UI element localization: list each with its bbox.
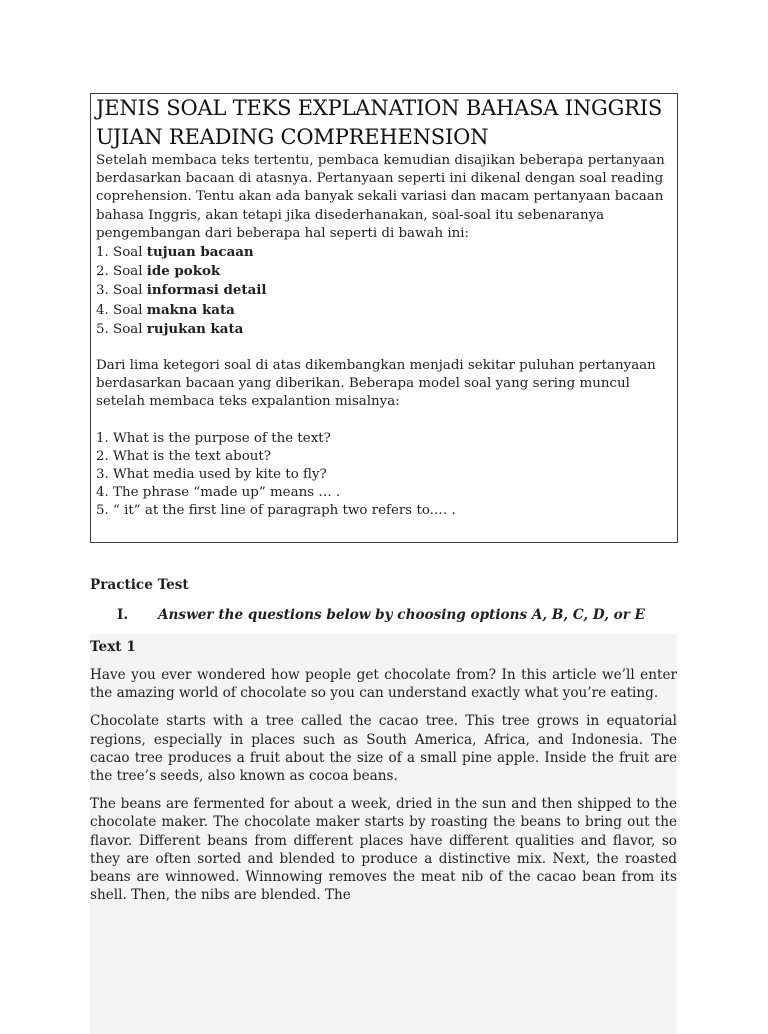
paragraph: Have you ever wondered how people get chocolate from? In this article we’ll enter the amazing world of chocolate so you can understand exactly what you’re eating.	[90, 667, 677, 702]
question-type-item: 4. Soal makna kata	[96, 301, 235, 318]
text-label: Text 1	[90, 639, 136, 655]
box-summary: Dari lima ketegori soal di atas dikembangkan menjadi sekitar puluhan pertanyaan berdasarkan bacaan yang diberikan. Beberapa model soal yang sering muncul setelah membaca teks expalantion misalnya:	[96, 358, 656, 410]
example-question: 1. What is the purpose of the text?	[96, 430, 331, 446]
example-question: 2. What is the text about?	[96, 448, 271, 464]
instruction	[117, 607, 697, 623]
example-question: 3. What media used by kite to fly?	[96, 467, 327, 483]
info-box	[90, 93, 678, 543]
question-type-item: 5. Soal rujukan kata	[96, 320, 244, 337]
question-type-item: 1. Soal tujuan bacaan	[96, 244, 254, 261]
example-question: 5. “ it” at the first line of paragraph two refers to.… .	[96, 503, 456, 519]
text-1-section	[90, 634, 677, 1034]
question-type-list	[96, 243, 673, 339]
practice-heading: Practice Test	[90, 577, 189, 593]
example-question: 4. The phrase “made up” means … .	[96, 485, 341, 501]
instruction-number: I.	[117, 607, 129, 623]
box-body	[96, 152, 673, 521]
instruction-text: Answer the questions below by choosing options A, B, C, D, or E	[158, 607, 645, 623]
question-type-item: 3. Soal informasi detail	[96, 282, 267, 299]
box-title: JENIS SOAL TEKS EXPLANATION BAHASA INGGRIS UJIAN READING COMPREHENSION	[96, 96, 663, 149]
example-question-list	[96, 430, 673, 521]
paragraph: The beans are fermented for about a week, dried in the sun and then shipped to the chocolate maker. The chocolate maker starts by roasting the beans to bring out the flavor. Different beans from different places have different qualities and flavor, so they are often sorted and blended to produce a distinctive mix. Next, the roasted beans are winnowed. Winnowing removes the meat nib of the cacao bean from its shell. Then, the nibs are blended. The	[90, 796, 677, 904]
paragraph: Chocolate starts with a tree called the cacao tree. This tree grows in equatorial regions, especially in places such as South America, Africa, and Indonesia. The cacao tree produces a fruit about the size of a small pine apple. Inside the fruit are the tree’s seeds, also known as cocoa beans.	[90, 713, 677, 785]
question-type-item: 2. Soal ide pokok	[96, 263, 221, 280]
box-intro: Setelah membaca teks tertentu, pembaca kemudian disajikan beberapa pertanyaan berdasarkan bacaan di atasnya. Pertanyaan seperti ini dikenal dengan soal reading coprehension. Tentu akan ada banyak sekali variasi dan macam pertanyaan bacaan bahasa Inggris, akan tetapi jika disederhanakan, soal-soal itu sebenaranya pengembangan dari beberapa hal seperti di bawah ini:	[96, 153, 665, 241]
